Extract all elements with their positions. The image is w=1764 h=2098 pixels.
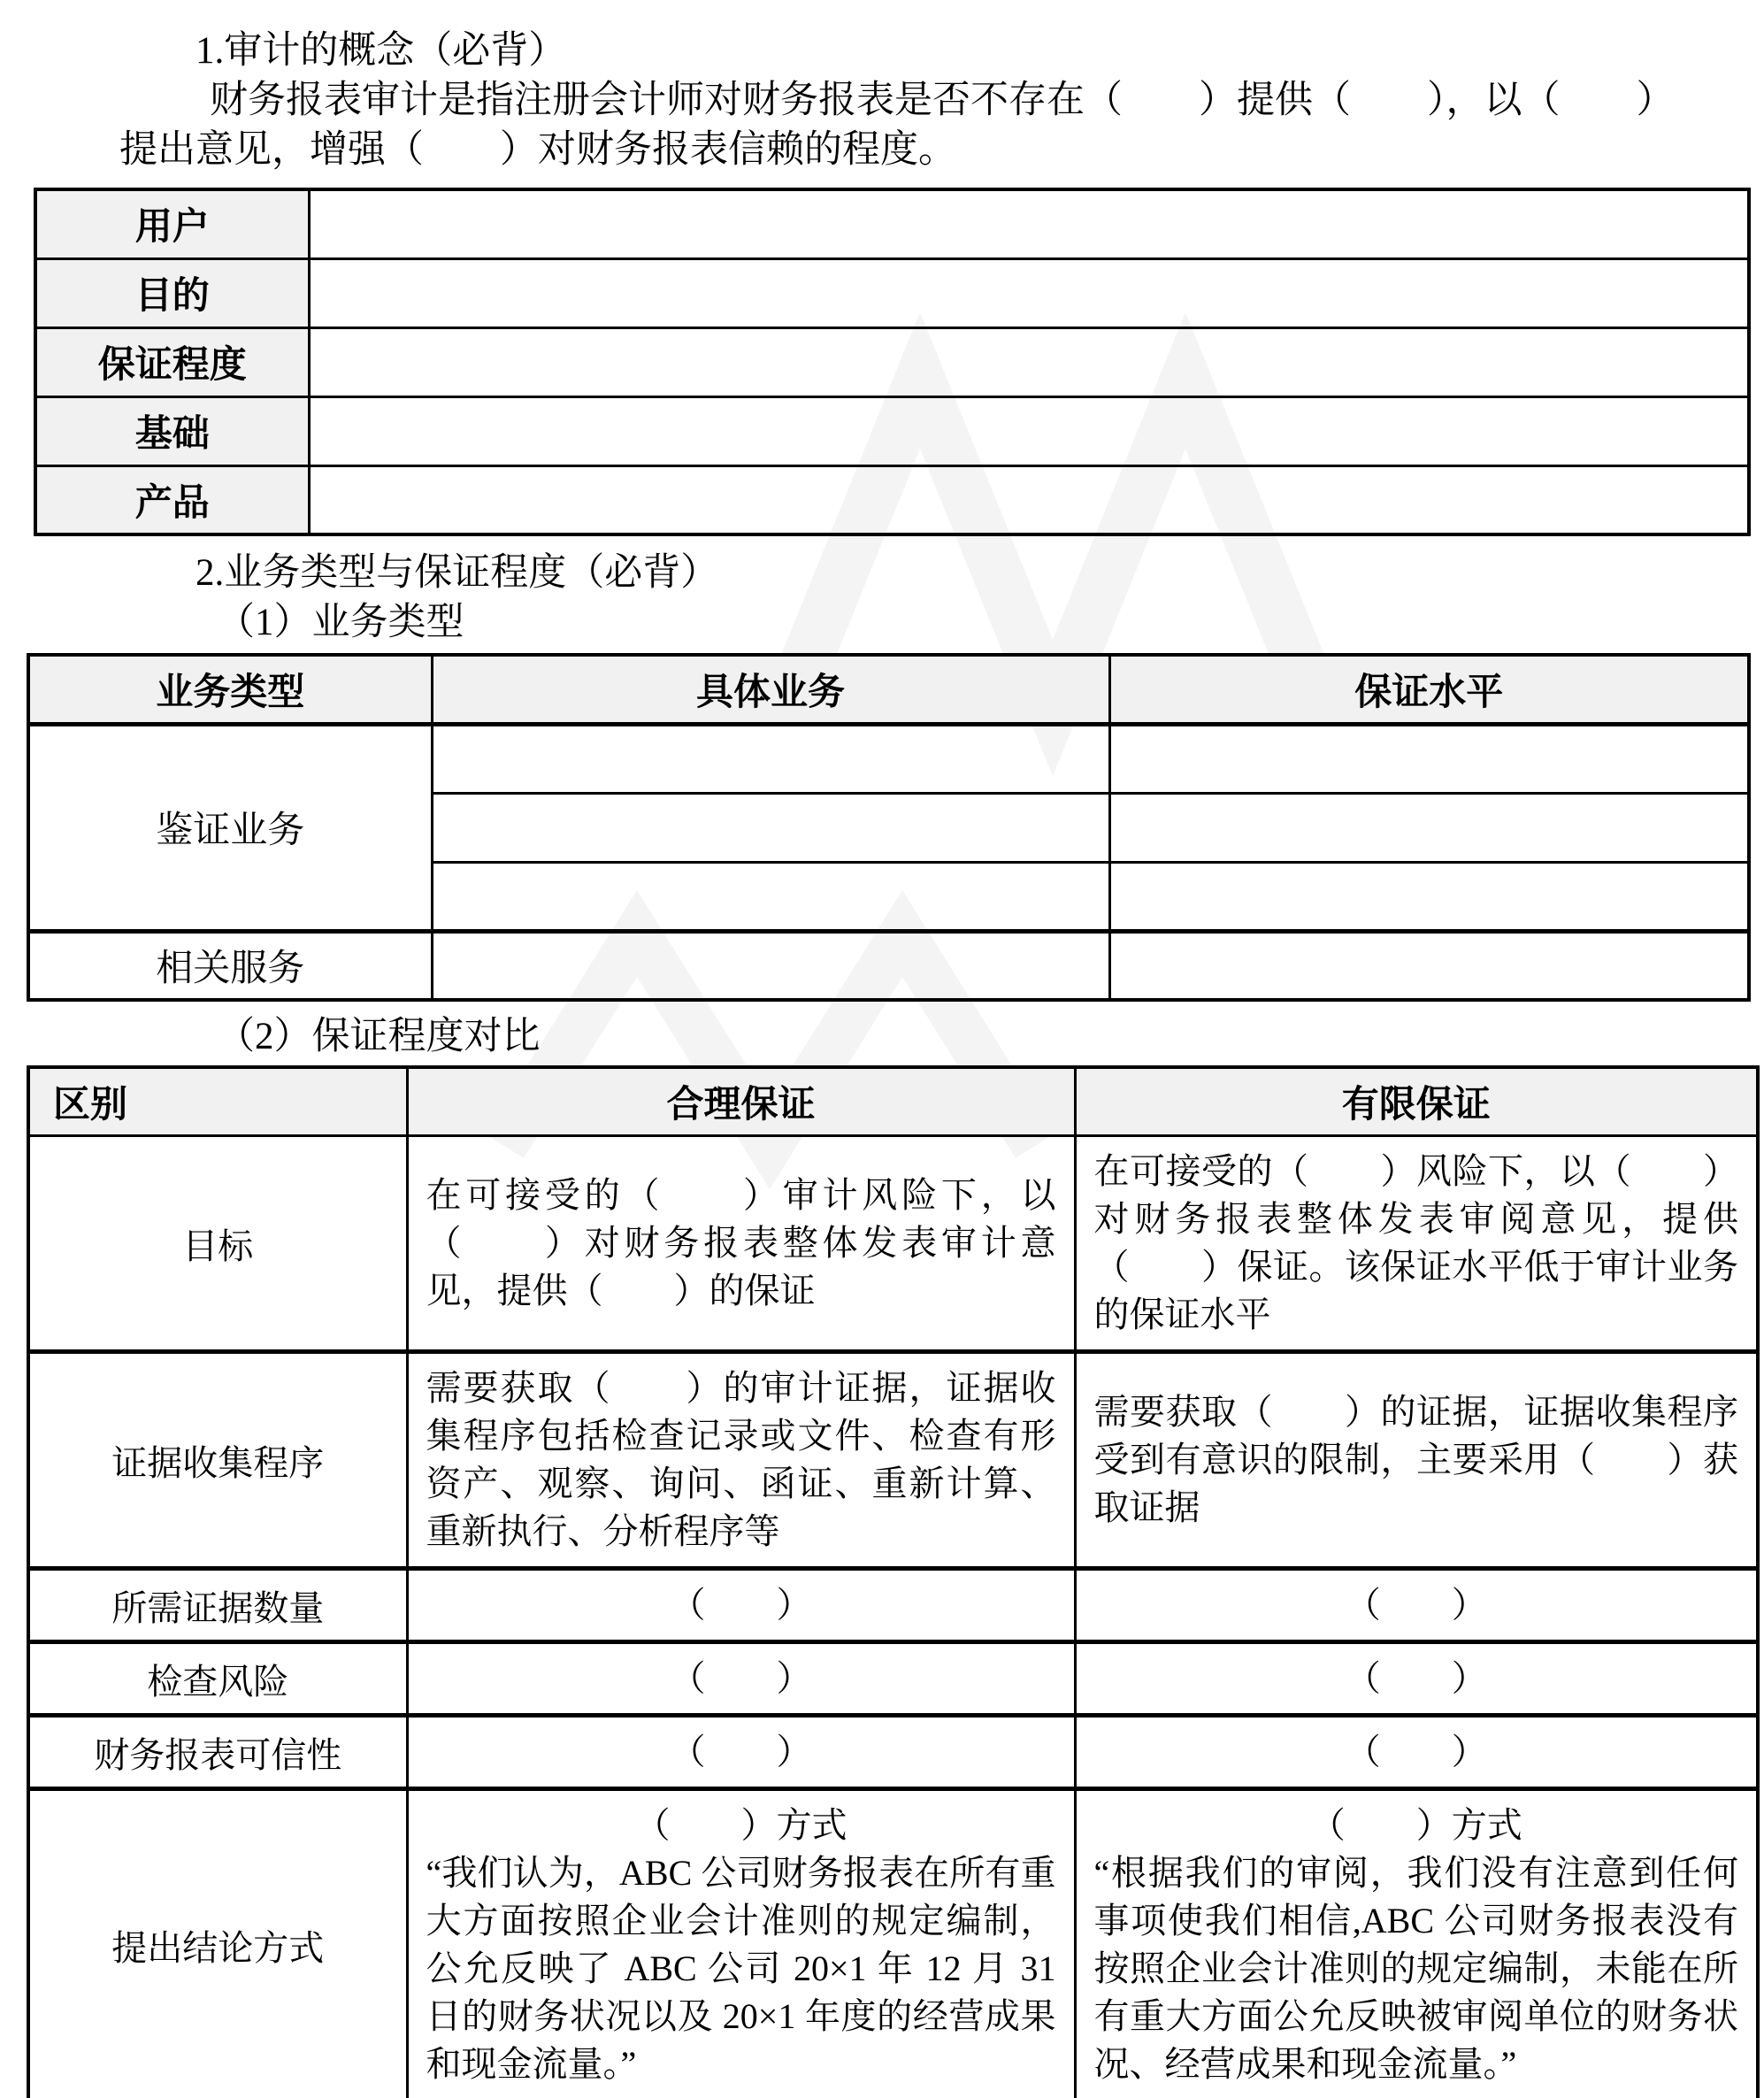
col-header-limited-assurance: 有限保证	[1075, 1067, 1758, 1136]
col-header-reasonable-assurance: 合理保证	[407, 1067, 1075, 1136]
table-header-row	[28, 1067, 1758, 1136]
row-label-purpose: 目的	[35, 258, 309, 327]
blank-cell	[309, 396, 1749, 465]
detection-risk-reasonable-cell: （ ）	[407, 1642, 1075, 1716]
row-label-product: 产品	[35, 465, 309, 534]
blank-cell	[1109, 724, 1749, 793]
col-header-specific-engagement: 具体业务	[432, 655, 1109, 724]
col-header-engagement-type: 业务类型	[28, 655, 432, 724]
blank-cell	[1109, 793, 1749, 862]
blank-cell	[309, 189, 1749, 258]
conclusion-limited-cell	[1075, 1789, 1758, 2098]
row-label-basis: 基础	[35, 396, 309, 465]
conclusion-reasonable-cell	[407, 1789, 1075, 2098]
blank-cell	[432, 724, 1109, 793]
concept-table	[34, 188, 1751, 536]
row-label-detection-risk: 检查风险	[28, 1642, 407, 1716]
row-label-objective: 目标	[28, 1136, 407, 1352]
intro-paragraph-line-1: 财务报表审计是指注册会计师对财务报表是否不存在（ ）提供（ ），以（ ）	[210, 80, 1675, 121]
detection-risk-limited-cell: （ ）	[1075, 1642, 1758, 1716]
section2-sub1-heading: （1）业务类型	[217, 602, 464, 643]
blank-cell	[309, 327, 1749, 396]
blank-cell	[309, 465, 1749, 534]
table-row	[28, 724, 1749, 793]
row-label-evidence-procedures: 证据收集程序	[28, 1352, 407, 1569]
intro-paragraph-line-2: 提出意见，增强（ ）对财务报表信赖的程度。	[119, 129, 956, 171]
section2-sub2-heading: （2）保证程度对比	[217, 1016, 541, 1057]
conclusion-reasonable-quote: “我们认为，ABC 公司财务报表在所有重大方面按照企业会计准则的规定编制，公允反映了 ABC 公司 20×1 年 12 月 31 日的财务状况以及 20×1 年度的经营成果和现金流量。”	[426, 1853, 1056, 2084]
table-header-row	[28, 655, 1749, 724]
group-label-related-services: 相关服务	[28, 931, 432, 1000]
table-row	[35, 465, 1749, 534]
conclusion-reasonable-mode: （ ）方式	[634, 1805, 847, 1845]
table-row	[28, 931, 1749, 1000]
table-row-evidence-procedures	[28, 1352, 1758, 1569]
objective-reasonable-cell: 在可接受的（ ）审计风险下，以（ ）对财务报表整体发表审计意见，提供（ ）的保证	[407, 1136, 1075, 1352]
blank-cell	[432, 931, 1109, 1000]
conclusion-limited-quote: “根据我们的审阅，我们没有注意到任何事项使我们相信,ABC 公司财务报表没有按照企业会计准则的规定编制，未能在所有重大方面公允反映被审阅单位的财务状况、经营成果和现金流量。”	[1093, 1853, 1738, 2084]
evidence-procedures-limited-cell: 需要获取（ ）的证据，证据收集程序受到有意识的限制，主要采用（ ）获取证据	[1075, 1352, 1758, 1569]
statement-credibility-reasonable-cell: （ ）	[407, 1716, 1075, 1789]
col-header-distinction: 区别	[28, 1067, 407, 1136]
evidence-quantity-reasonable-cell: （ ）	[407, 1569, 1075, 1642]
engagement-type-table	[27, 653, 1751, 1002]
row-label-statement-credibility: 财务报表可信性	[28, 1716, 407, 1789]
table-row-objective	[28, 1136, 1758, 1352]
blank-cell	[1109, 862, 1749, 931]
section2-heading: 2.业务类型与保证程度（必背）	[196, 552, 719, 594]
statement-credibility-limited-cell: （ ）	[1075, 1716, 1758, 1789]
assurance-comparison-table	[27, 1065, 1760, 2098]
row-label-assurance-degree: 保证程度	[35, 327, 309, 396]
objective-limited-cell: 在可接受的（ ）风险下，以（ ）对财务报表整体发表审阅意见，提供（ ）保证。该保证水平低于审计业务的保证水平	[1075, 1136, 1758, 1352]
blank-cell	[432, 862, 1109, 931]
group-label-assurance-engagement: 鉴证业务	[28, 724, 432, 931]
evidence-procedures-reasonable-cell: 需要获取（ ）的审计证据，证据收集程序包括检查记录或文件、检查有形资产、观察、询问、函证、重新计算、重新执行、分析程序等	[407, 1352, 1075, 1569]
table-row-statement-credibility	[28, 1716, 1758, 1789]
evidence-quantity-limited-cell: （ ）	[1075, 1569, 1758, 1642]
blank-cell	[309, 258, 1749, 327]
table-row-conclusion-form	[28, 1789, 1758, 2098]
table-row-evidence-quantity	[28, 1569, 1758, 1642]
section1-heading: 1.审计的概念（必背）	[196, 30, 567, 72]
row-label-conclusion-form: 提出结论方式	[28, 1789, 407, 2098]
col-header-assurance-level: 保证水平	[1109, 655, 1749, 724]
row-label-evidence-quantity: 所需证据数量	[28, 1569, 407, 1642]
table-row	[35, 396, 1749, 465]
conclusion-limited-mode: （ ）方式	[1309, 1805, 1522, 1845]
table-row	[35, 258, 1749, 327]
table-row	[35, 327, 1749, 396]
table-row	[35, 189, 1749, 258]
table-row-detection-risk	[28, 1642, 1758, 1716]
blank-cell	[432, 793, 1109, 862]
row-label-user: 用户	[35, 189, 309, 258]
blank-cell	[1109, 931, 1749, 1000]
